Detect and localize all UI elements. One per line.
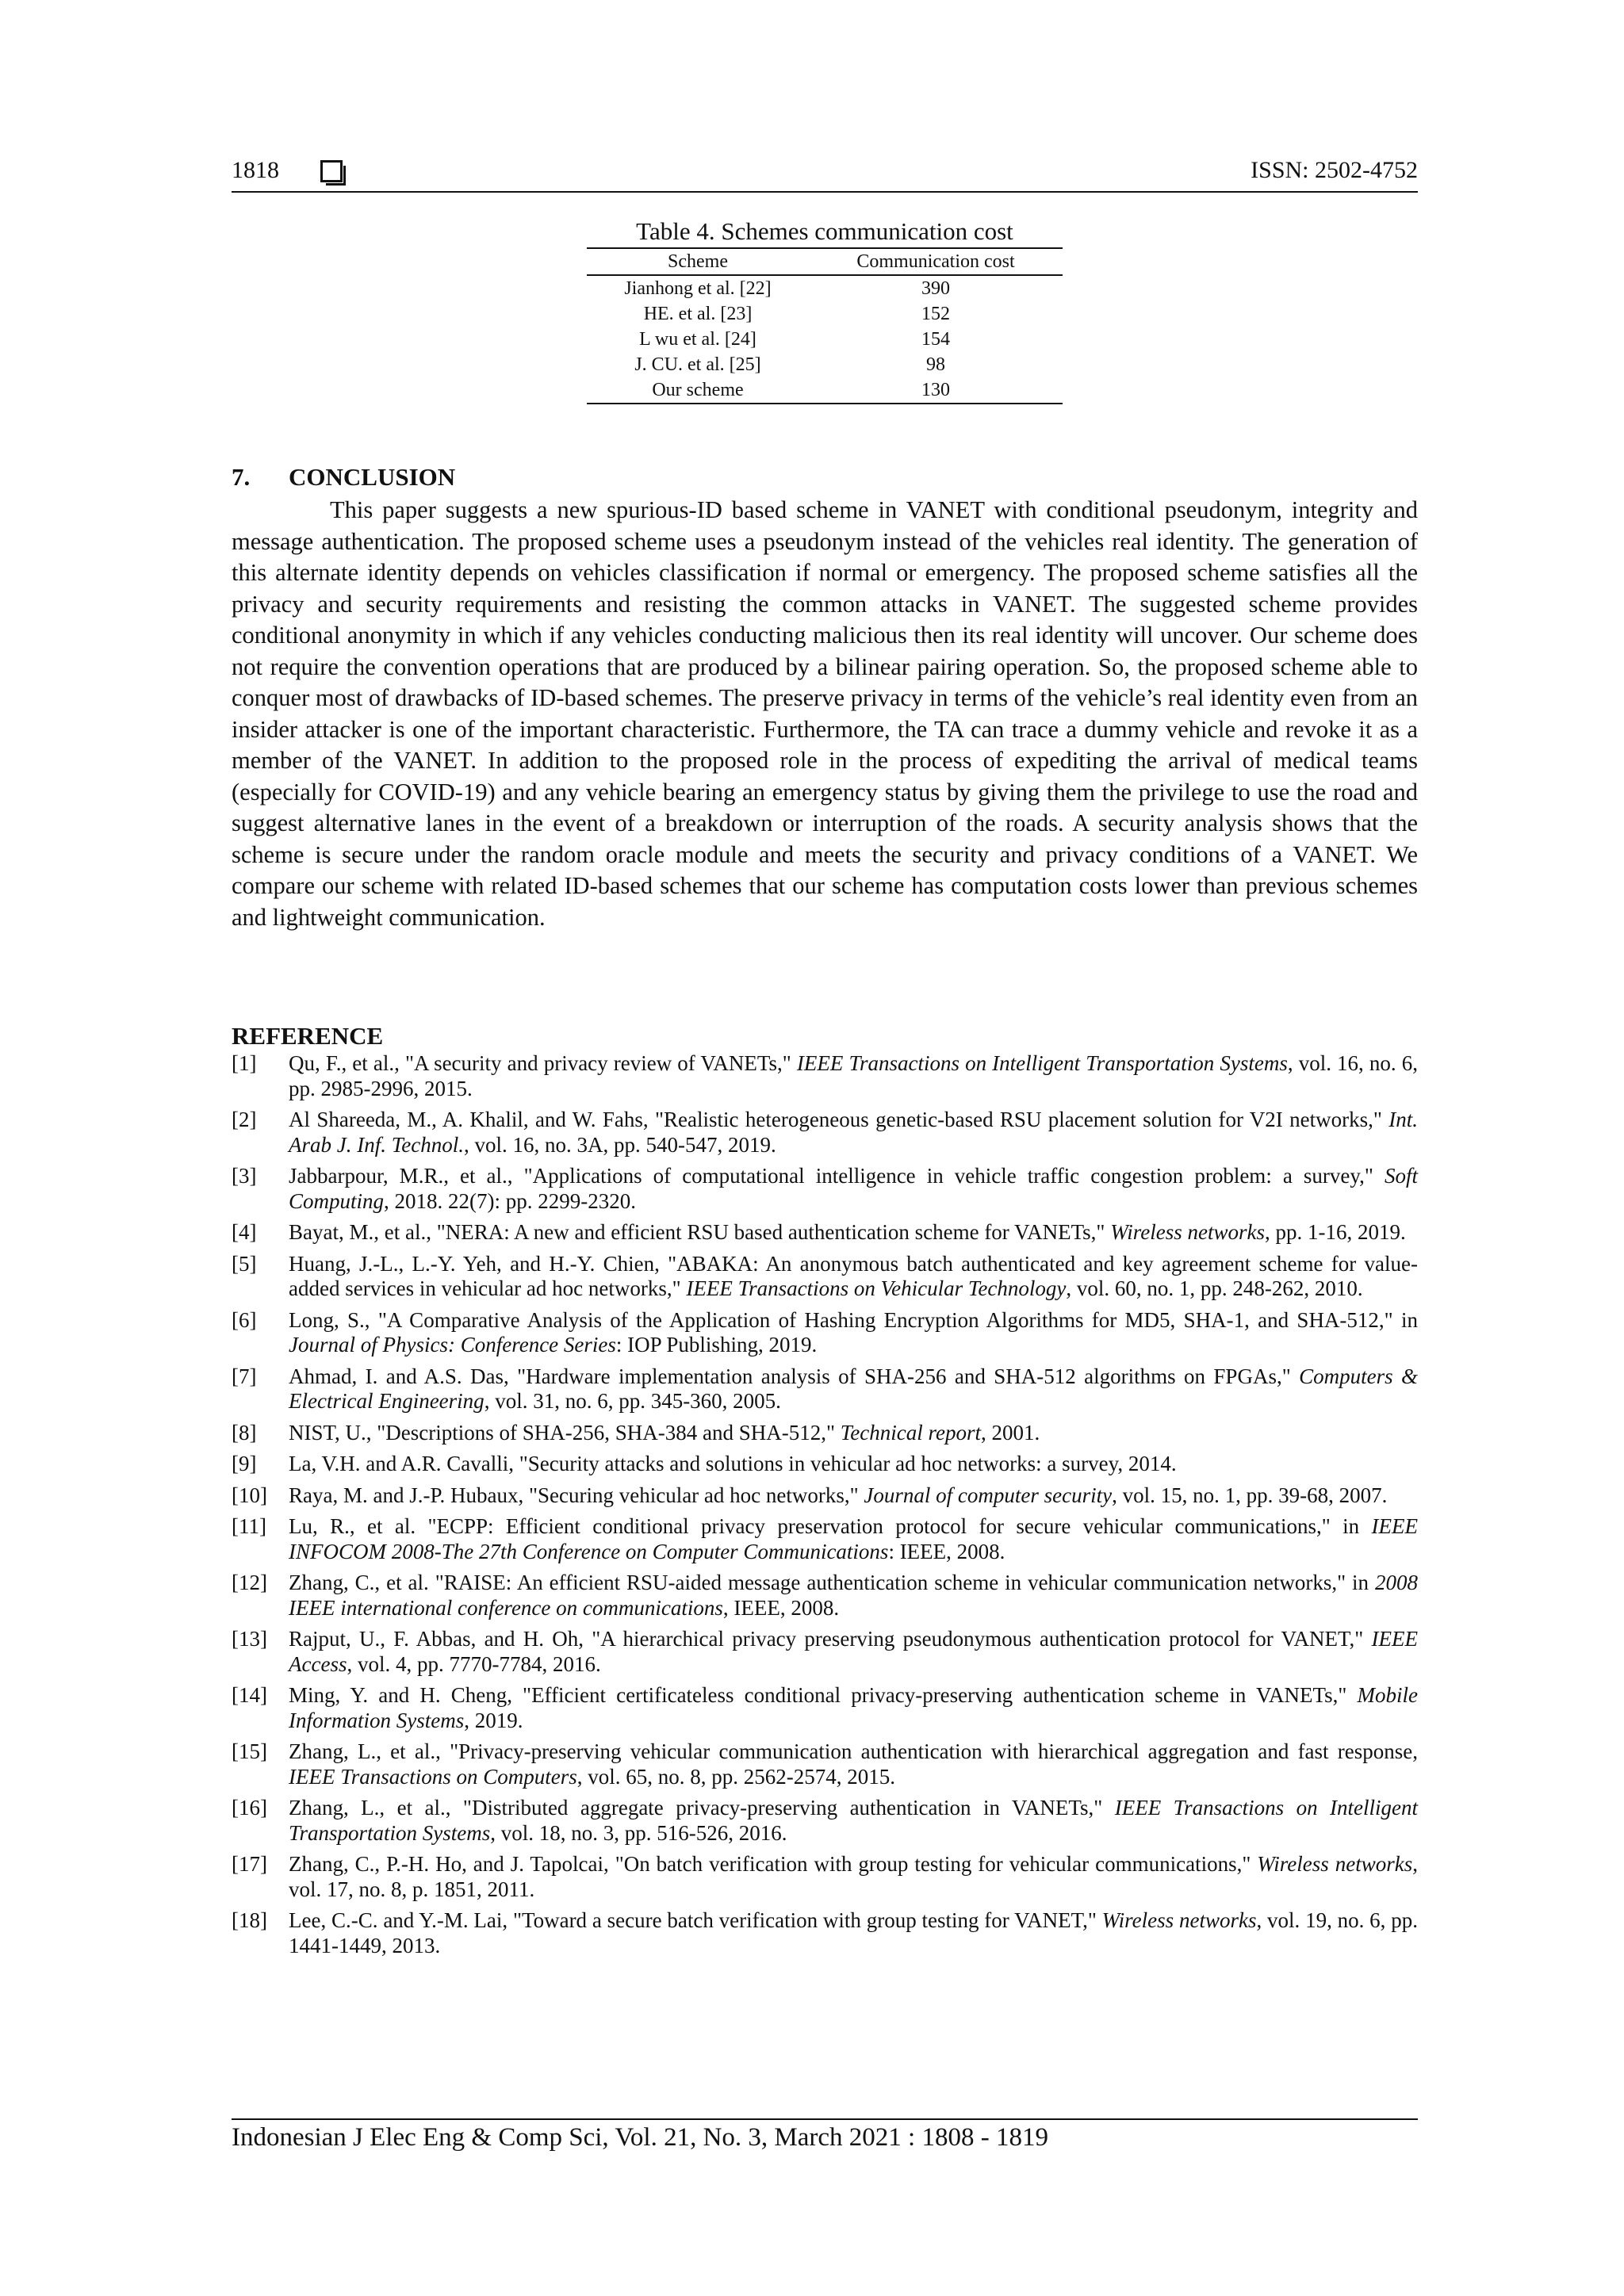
- table-cell-scheme: Jianhong et al. [22]: [624, 278, 772, 299]
- reference-number: [1]: [232, 1051, 257, 1075]
- table-cell-cost: 130: [809, 377, 1063, 404]
- table-cell-cost: 98: [926, 354, 945, 375]
- reference-item: [232, 1571, 1418, 1621]
- reference-number: [11]: [232, 1514, 266, 1538]
- reference-item: [232, 1308, 1418, 1358]
- reference-number: [12]: [232, 1571, 267, 1594]
- reference-details: , vol. 16, no. 6, pp. 2985-2996, 2015.: [289, 1051, 1418, 1100]
- reference-number: [17]: [232, 1852, 267, 1876]
- reference-details: , 2018. 22(7): pp. 2299-2320.: [384, 1188, 636, 1213]
- reference-details: , vol. 16, no. 3A, pp. 540-547, 2019.: [463, 1132, 776, 1157]
- reference-item: [232, 1627, 1418, 1677]
- reference-text: Huang, J.-L., L.-Y. Yeh, and H.-Y. Chien, "ABAKA: An anonymous batch authenticated and key agreement scheme for value-added services in vehicular ad hoc networks,": [289, 1251, 1418, 1300]
- reference-item: [232, 1220, 1418, 1246]
- table-cell-scheme: L wu et al. [24]: [639, 329, 756, 350]
- conclusion-paragraph: This paper suggests a new spurious-ID based scheme in VANET with conditional pseudonym, integrity and message authentication. The proposed scheme uses a pseudonym instead of the vehicles real identity. The generation of this alternate identity depends on vehicles classification if normal or emergency. The proposed scheme satisfies all the privacy and security requirements and resisting the common attacks in VANET. The suggested scheme provides conditional anonymity in which if any vehicles conducting malicious then its real identity will uncover. Our scheme does not require the convention operations that are produced by a bilinear pairing operation. So, the proposed scheme able to conquer most of drawbacks of ID-based schemes. The preserve privacy in terms of the vehicle’s real identity even from an insider attacker is one of the important characteristic. Furthermore, the TA can trace a dummy vehicle and revoke it as a member of the VANET. In addition to the proposed role in the process of expediting the arrival of medical teams (especially for COVID-19) and any vehicle bearing an emergency status by giving them the privilege to use the road and suggest alternative lanes in the event of a breakdown or interruption of the roads. A security analysis shows that the scheme is secure under the random oracle module and meets the security and privacy conditions of a VANET. We compare our scheme with related ID-based schemes that our scheme has computation costs lower than previous schemes and lightweight communication.: [232, 496, 1418, 931]
- reference-details: , vol. 31, no. 6, pp. 345-360, 2005.: [484, 1389, 781, 1413]
- reference-item: [232, 1252, 1418, 1302]
- reference-source: Wireless networks: [1110, 1220, 1265, 1244]
- reference-source: Soft Computing: [289, 1164, 1418, 1213]
- reference-source: IEEE Transactions on Vehicular Technology: [686, 1276, 1067, 1300]
- table-cell-scheme: HE. et al. [23]: [643, 304, 753, 324]
- table-cell-scheme: Our scheme: [587, 377, 809, 404]
- reference-details: , 2001.: [981, 1420, 1040, 1445]
- reference-text: Ming, Y. and H. Cheng, "Efficient certificateless conditional privacy-preserving authentication scheme in VANETs,": [289, 1683, 1358, 1707]
- reference-item: [232, 1796, 1418, 1846]
- reference-text: La, V.H. and A.R. Cavalli, "Security attacks and solutions in vehicular ad hoc networks: a survey, 2014.: [289, 1452, 1177, 1475]
- reference-number: [15]: [232, 1739, 267, 1763]
- reference-source: Wireless networks: [1101, 1908, 1257, 1932]
- reference-source: Journal of Physics: Conference Series: [289, 1333, 616, 1357]
- table-cell-cost: 154: [921, 329, 950, 350]
- reference-details: , vol. 60, no. 1, pp. 248-262, 2010.: [1066, 1276, 1363, 1300]
- reference-source: IEEE Transactions on Intelligent Transportation Systems: [289, 1796, 1418, 1845]
- reference-text: Al Shareeda, M., A. Khalil, and W. Fahs, "Realistic heterogeneous genetic-based RSU placement solution for V2I networks,": [289, 1108, 1389, 1131]
- reference-text: Zhang, L., et al., "Distributed aggregate privacy-preserving authentication in VANETs,": [289, 1796, 1115, 1820]
- reference-item: [232, 1452, 1418, 1477]
- reference-details: , vol. 4, pp. 7770-7784, 2016.: [347, 1651, 601, 1676]
- reference-text: Zhang, C., et al. "RAISE: An efficient RSU-aided message authentication scheme in vehicular communication networks," in: [289, 1571, 1375, 1594]
- table-row: [587, 301, 1063, 327]
- reference-item: [232, 1421, 1418, 1446]
- reference-number: [6]: [232, 1307, 257, 1332]
- reference-details: , vol. 15, no. 1, pp. 39-68, 2007.: [1112, 1483, 1388, 1507]
- header-rule: [232, 191, 1418, 193]
- section-number: 7.: [232, 463, 251, 491]
- reference-number: [9]: [232, 1452, 257, 1475]
- reference-source: Computers & Electrical Engineering: [289, 1364, 1418, 1413]
- reference-source: IEEE Transactions on Intelligent Transportation Systems: [796, 1051, 1288, 1075]
- table-caption: Table 4. Schemes communication cost: [636, 217, 1013, 245]
- reference-number: [18]: [232, 1908, 267, 1932]
- reference-source: 2008 IEEE international conference on communications: [289, 1571, 1418, 1620]
- reference-number: [14]: [232, 1683, 267, 1707]
- reference-item: [232, 1364, 1418, 1414]
- reference-text: Bayat, M., et al., "NERA: A new and efficient RSU based authentication scheme for VANETs,": [289, 1220, 1111, 1244]
- reference-item: [232, 1739, 1418, 1789]
- conclusion-body: [232, 495, 1418, 933]
- reference-source: IEEE Transactions on Computers: [289, 1764, 577, 1789]
- reference-item: [232, 1908, 1418, 1958]
- reference-text: NIST, U., "Descriptions of SHA-256, SHA-384 and SHA-512,": [289, 1420, 841, 1445]
- reference-number: [7]: [232, 1364, 257, 1388]
- reference-list: [232, 1051, 1418, 1965]
- reference-item: [232, 1051, 1418, 1101]
- reference-details: , vol. 19, no. 6, pp. 1441-1449, 2013.: [289, 1908, 1418, 1957]
- reference-item: [232, 1514, 1418, 1564]
- reference-details: , pp. 1-16, 2019.: [1264, 1220, 1406, 1244]
- reference-number: [5]: [232, 1251, 257, 1276]
- reference-text: Long, S., "A Comparative Analysis of the Application of Hashing Encryption Algorithms for MD5, SHA-1, and SHA-512," in: [289, 1307, 1418, 1332]
- table-cell-cost: 152: [921, 304, 950, 324]
- table-row: [587, 275, 1063, 301]
- reference-source: Technical report: [840, 1420, 982, 1445]
- reference-number: [8]: [232, 1420, 257, 1445]
- references-heading: REFERENCE: [232, 1022, 384, 1050]
- reference-details: , 2019.: [464, 1708, 523, 1732]
- reference-source: Mobile Information Systems: [289, 1683, 1418, 1732]
- reference-source: IEEE Access: [289, 1627, 1418, 1676]
- reference-text: Lee, C.-C. and Y.-M. Lai, "Toward a secure batch verification with group testing for VANET,": [289, 1908, 1102, 1932]
- reference-source: Journal of computer security: [864, 1483, 1113, 1507]
- reference-number: [16]: [232, 1796, 267, 1820]
- reference-number: [4]: [232, 1220, 257, 1244]
- reference-text: Rajput, U., F. Abbas, and H. Oh, "A hierarchical privacy preserving pseudonymous authentication protocol for VANET,": [289, 1627, 1372, 1651]
- reference-text: Lu, R., et al. "ECPP: Efficient conditional privacy preservation protocol for secure vehicular communications," in: [289, 1514, 1372, 1538]
- reference-details: : IEEE, 2008.: [888, 1539, 1005, 1563]
- section-title: CONCLUSION: [289, 463, 456, 491]
- page-header: [232, 151, 1418, 193]
- table-header-cost: Communication cost: [809, 248, 1063, 275]
- reference-item: [232, 1852, 1418, 1902]
- reference-details: : IOP Publishing, 2019.: [615, 1333, 818, 1357]
- reference-number: [2]: [232, 1108, 257, 1131]
- reference-details: , vol. 18, no. 3, pp. 516-526, 2016.: [490, 1820, 787, 1845]
- communication-cost-table: [587, 247, 1063, 404]
- section-heading: [232, 463, 455, 492]
- header-box-icon: [320, 160, 343, 182]
- table-header-scheme: Scheme: [587, 248, 809, 275]
- reference-source: Int. Arab J. Inf. Technol.: [289, 1108, 1418, 1157]
- reference-source: IEEE INFOCOM 2008-The 27th Conference on Computer Communications: [289, 1514, 1418, 1563]
- reference-text: Raya, M. and J.-P. Hubaux, "Securing vehicular ad hoc networks,": [289, 1483, 864, 1507]
- reference-item: [232, 1483, 1418, 1509]
- reference-number: [3]: [232, 1164, 257, 1188]
- page-footer: Indonesian J Elec Eng & Comp Sci, Vol. 21, No. 3, March 2021 : 1808 - 1819: [232, 2123, 1048, 2152]
- table-cell-cost: 390: [921, 278, 950, 299]
- reference-number: [10]: [232, 1483, 267, 1507]
- reference-text: Zhang, L., et al., "Privacy-preserving vehicular communication authentication with hierarchical aggregation and fast response,: [289, 1739, 1418, 1763]
- reference-text: Ahmad, I. and A.S. Das, "Hardware implementation analysis of SHA-256 and SHA-512 algorithms on FPGAs,": [289, 1364, 1300, 1388]
- reference-text: Zhang, C., P.-H. Ho, and J. Tapolcai, "On batch verification with group testing for vehicular communications,": [289, 1852, 1258, 1876]
- table-row: [587, 377, 1063, 404]
- reference-item: [232, 1683, 1418, 1733]
- reference-item: [232, 1164, 1418, 1214]
- reference-text: Qu, F., et al., "A security and privacy review of VANETs,": [289, 1051, 797, 1075]
- reference-details: , vol. 65, no. 8, pp. 2562-2574, 2015.: [576, 1764, 896, 1789]
- reference-source: Wireless networks: [1257, 1852, 1413, 1876]
- page-number: 1818: [232, 157, 279, 183]
- table-cell-scheme: J. CU. et al. [25]: [634, 354, 761, 375]
- reference-item: [232, 1108, 1418, 1158]
- table-row: [587, 327, 1063, 352]
- reference-number: [13]: [232, 1627, 267, 1651]
- reference-details: , vol. 17, no. 8, p. 1851, 2011.: [289, 1852, 1418, 1901]
- reference-text: Jabbarpour, M.R., et al., "Applications of computational intelligence in vehicle traffic congestion problem: a survey,": [289, 1164, 1385, 1188]
- reference-details: , IEEE, 2008.: [722, 1595, 840, 1620]
- table-row: [587, 352, 1063, 377]
- footer-rule: [232, 2118, 1418, 2120]
- issn-label: ISSN: 2502-4752: [1251, 157, 1418, 183]
